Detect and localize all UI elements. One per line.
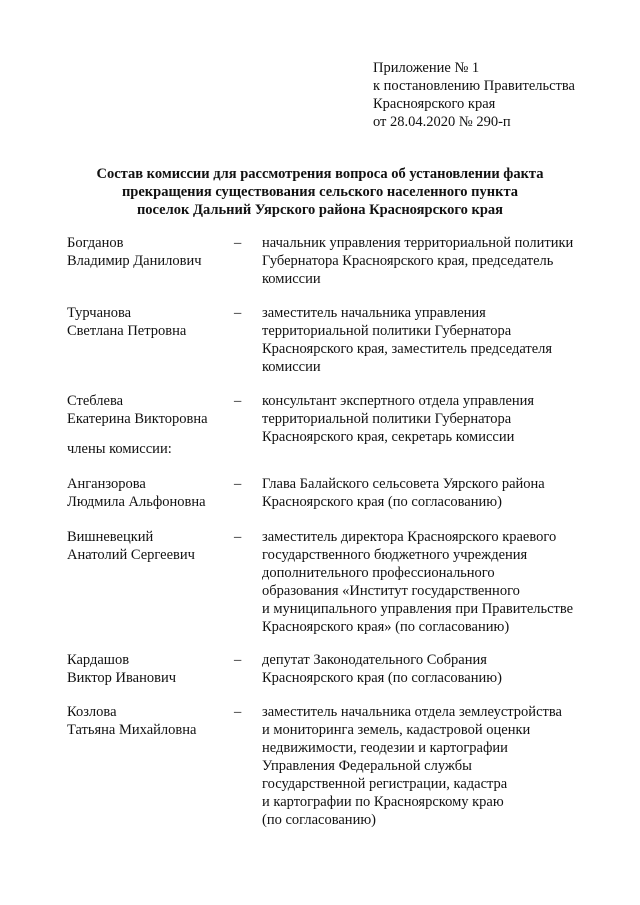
role-line: государственного бюджетного учреждения <box>262 547 528 563</box>
member-given-names: Екатерина Викторовна <box>67 411 208 427</box>
annex-line: от 28.04.2020 № 290-п <box>373 114 511 130</box>
role-line: территориальной политики Губернатора <box>262 323 512 339</box>
role-line: образования «Институт государственного <box>262 583 520 599</box>
member-name <box>67 234 202 270</box>
dash-separator: – <box>234 529 242 545</box>
annex-line: Приложение № 1 <box>373 60 480 76</box>
role-line: Красноярского края (по согласованию) <box>262 494 502 510</box>
member-surname: Козлова <box>67 704 117 720</box>
role-line: (по согласованию) <box>262 812 376 828</box>
member-surname: Кардашов <box>67 652 130 668</box>
member-name <box>67 475 206 511</box>
role-line: Губернатора Красноярского края, председатель <box>262 253 554 269</box>
member-role <box>262 392 534 446</box>
role-line: консультант экспертного отдела управления <box>262 393 535 409</box>
members-section-label: члены комиссии: <box>67 441 172 457</box>
title-line: Состав комиссии для рассмотрения вопроса об установлении факта <box>96 166 544 182</box>
member-role <box>262 304 552 376</box>
member-name <box>67 703 196 739</box>
member-surname: Анганзорова <box>67 476 146 492</box>
dash-separator: – <box>234 652 242 668</box>
role-line: дополнительного профессионального <box>262 565 495 581</box>
role-line: Управления Федеральной службы <box>262 758 472 774</box>
member-surname: Богданов <box>67 235 124 251</box>
role-line: и муниципального управления при Правительстве <box>262 601 574 617</box>
member-name <box>67 304 186 340</box>
annex-header <box>373 59 575 131</box>
role-line: Красноярского края» (по согласованию) <box>262 619 510 635</box>
member-given-names: Анатолий Сергеевич <box>67 547 195 563</box>
role-line: Красноярского края (по согласованию) <box>262 670 502 686</box>
member-role <box>262 234 573 288</box>
member-role <box>262 651 502 687</box>
role-line: заместитель директора Красноярского краевого <box>262 529 557 545</box>
role-line: Глава Балайского сельсовета Уярского района <box>262 476 545 492</box>
role-line: депутат Законодательного Собрания <box>262 652 487 668</box>
member-given-names: Людмила Альфоновна <box>67 494 206 510</box>
dash-separator: – <box>234 476 242 492</box>
annex-line: к постановлению Правительства <box>373 78 575 94</box>
member-given-names: Виктор Иванович <box>67 670 177 686</box>
member-name <box>67 651 176 687</box>
member-surname: Турчанова <box>67 305 132 321</box>
role-line: и картографии по Красноярскому краю <box>262 794 504 810</box>
title-line: прекращения существования сельского населенного пункта <box>121 184 519 200</box>
member-given-names: Светлана Петровна <box>67 323 187 339</box>
role-line: начальник управления территориальной политики <box>262 235 574 251</box>
role-line: заместитель начальника отдела землеустройства <box>262 704 562 720</box>
role-line: комиссии <box>262 271 321 287</box>
member-surname: Вишневецкий <box>67 529 154 545</box>
dash-separator: – <box>234 393 242 409</box>
member-name <box>67 392 208 428</box>
member-role <box>262 528 573 636</box>
member-role <box>262 703 562 829</box>
member-given-names: Татьяна Михайловна <box>67 722 197 738</box>
role-line: территориальной политики Губернатора <box>262 411 512 427</box>
role-line: государственной регистрации, кадастра <box>262 776 508 792</box>
title-line: поселок Дальний Уярского района Красноярского края <box>136 202 504 218</box>
annex-line: Красноярского края <box>373 96 496 112</box>
role-line: комиссии <box>262 359 321 375</box>
dash-separator: – <box>234 235 242 251</box>
role-line: и мониторинга земель, кадастровой оценки <box>262 722 531 738</box>
member-name <box>67 528 195 564</box>
role-line: заместитель начальника управления <box>262 305 486 321</box>
role-line: Красноярского края, заместитель председателя <box>262 341 553 357</box>
member-role <box>262 475 545 511</box>
role-line: недвижимости, геодезии и картографии <box>262 740 508 756</box>
document-title <box>40 165 600 219</box>
member-given-names: Владимир Данилович <box>67 253 202 269</box>
dash-separator: – <box>234 305 242 321</box>
dash-separator: – <box>234 704 242 720</box>
role-line: Красноярского края, секретарь комиссии <box>262 429 515 445</box>
member-surname: Стеблева <box>67 393 124 409</box>
